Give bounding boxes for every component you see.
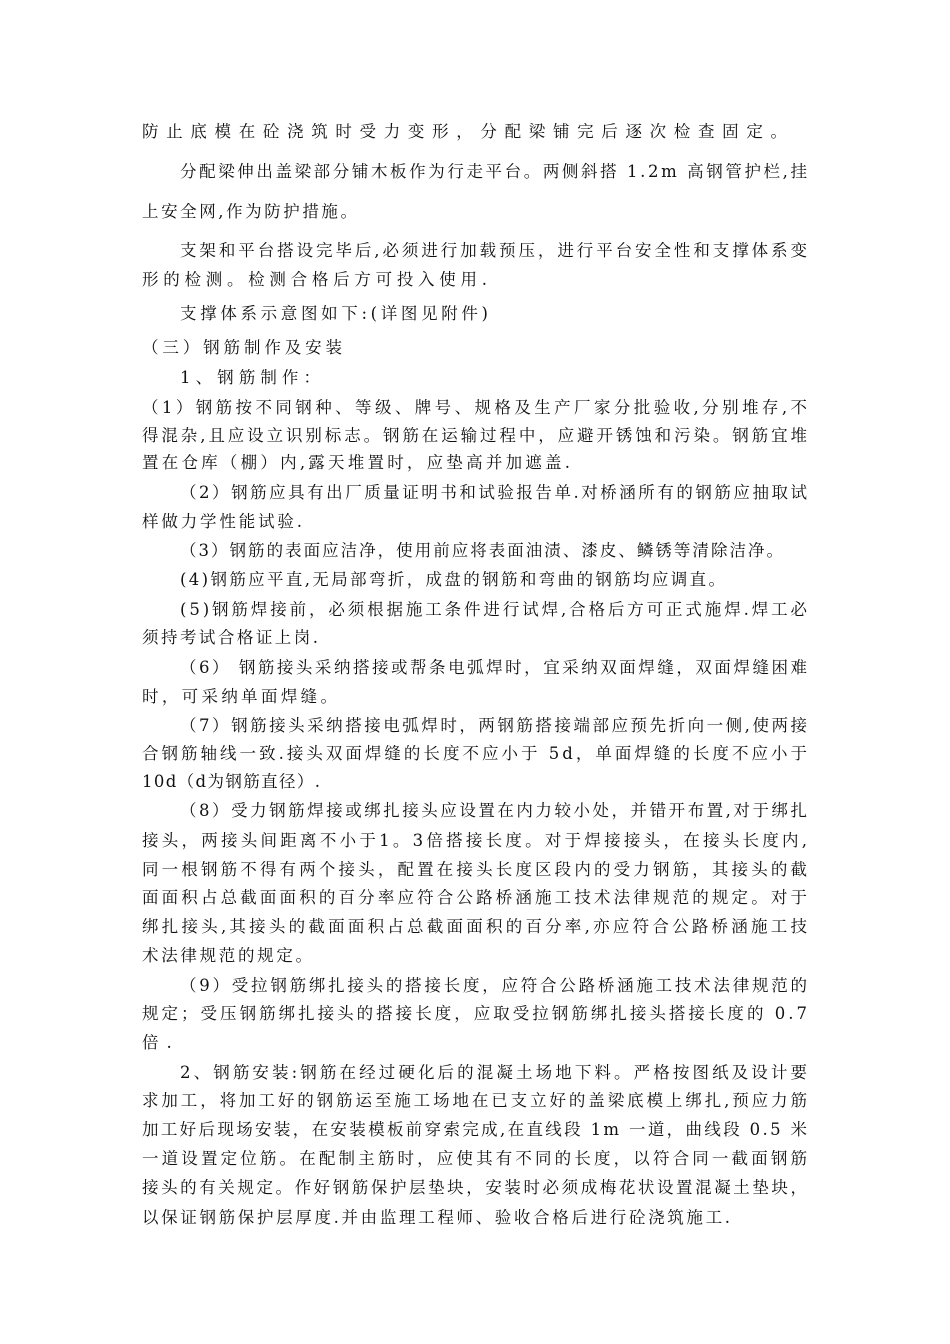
text-line: 求加工，将加工好的钢筋运至施工场地在已支立好的盖梁底模上绑扎,预应力筋	[142, 1091, 810, 1110]
subsection-heading: 1、钢筋制作：	[180, 368, 326, 387]
text-line: 防止底模在砼浇筑时受力变形，分配梁铺完后逐次检查固定。	[142, 122, 795, 141]
text-line: 以保证钢筋保护层厚度.并由监理工程师、验收合格后进行砼浇筑施工.	[142, 1208, 733, 1227]
text-line: 加工好后现场安装，在安装模板前穿索完成,在直线段 1m 一道，曲线段 0.5 米	[142, 1120, 810, 1139]
text-line: （1）钢筋按不同钢种、等级、牌号、规格及生产厂家分批验收,分别堆存,不	[142, 398, 811, 417]
text-line: 上安全网,作为防护措施。	[142, 202, 360, 221]
text-line: 术法律规范的规定。	[142, 946, 315, 965]
text-line: 须持考试合格证上岗.	[142, 628, 321, 647]
text-line: 时，可采纳单面焊缝。	[142, 687, 341, 706]
text-line: （7）钢筋接头采纳搭接电弧焊时，两钢筋搭接端部应预先折向一侧,使两接	[180, 716, 810, 735]
text-line: (5)钢筋焊接前，必须根据施工条件进行试焊,合格后方可正式施焊.焊工必	[180, 600, 810, 619]
text-line: 面面积占总截面面积的百分率应符合公路桥涵施工技术法律规范的规定。对于	[142, 888, 811, 907]
text-line: 分配梁伸出盖梁部分铺木板作为行走平台。两侧斜搭 1.2m 高钢管护栏,挂	[180, 162, 810, 181]
text-line: 支撑体系示意图如下:(详图见附件)	[180, 304, 492, 323]
text-line: 接头，两接头间距离不小于1。3倍搭接长度。对于焊接接头，在接头长度内,	[142, 831, 811, 850]
text-line: （6） 钢筋接头采纳搭接或帮条电弧焊时，宜采纳双面焊缝，双面焊缝困难	[180, 658, 810, 677]
text-line: 倍.	[142, 1033, 180, 1052]
text-line: 形的检测。检测合格后方可投入使用.	[142, 270, 492, 289]
text-line: 合钢筋轴线一致.接头双面焊缝的长度不应小于 5d，单面焊缝的长度不应小于	[142, 744, 810, 763]
text-line: 置在仓库（棚）内,露天堆置时，应垫高并加遮盖.	[142, 453, 574, 472]
text-line: 同一根钢筋不得有两个接头，配置在接头长度区段内的受力钢筋，其接头的截	[142, 860, 811, 879]
text-line: 样做力学性能试验.	[142, 512, 305, 531]
text-line: （8）受力钢筋焊接或绑扎接头应设置在内力较小处，并错开布置,对于绑扎	[180, 801, 810, 820]
text-line: 规定；受压钢筋绑扎接头的搭接长度，应取受拉钢筋绑扎接头搭接长度的 0.7	[142, 1004, 810, 1023]
text-line: （9）受拉钢筋绑扎接头的搭接长度，应符合公路桥涵施工技术法律规范的	[180, 976, 810, 995]
text-line: 得混杂,且应设立识别标志。钢筋在运输过程中，应避开锈蚀和污染。钢筋宜堆	[142, 426, 810, 445]
text-line: 2、钢筋安装:钢筋在经过硬化后的混凝土场地下料。严格按图纸及设计要	[180, 1063, 811, 1082]
section-heading: （三）钢筋制作及安装	[142, 338, 346, 357]
text-line: 支架和平台搭设完毕后,必须进行加载预压，进行平台安全性和支撑体系变	[180, 241, 810, 260]
text-line: 接头的有关规定。作好钢筋保护层垫块，安装时必须成梅花状设置混凝土垫块，	[142, 1178, 810, 1197]
text-line: 一道设置定位筋。在配制主筋时，应使其有不同的长度，以符合同一截面钢筋	[142, 1149, 811, 1168]
text-line: 10d（d为钢筋直径）.	[142, 772, 322, 791]
text-line: (4)钢筋应平直,无局部弯折，成盘的钢筋和弯曲的钢筋均应调直。	[180, 570, 728, 589]
text-line: （2）钢筋应具有出厂质量证明书和试验报告单.对桥涵所有的钢筋应抽取试	[180, 483, 810, 502]
text-line: （3）钢筋的表面应洁净，使用前应将表面油渍、漆皮、鳞锈等清除洁净。	[180, 541, 786, 560]
text-line: 绑扎接头,其接头的截面面积占总截面面积的百分率,亦应符合公路桥涵施工技	[142, 917, 811, 936]
